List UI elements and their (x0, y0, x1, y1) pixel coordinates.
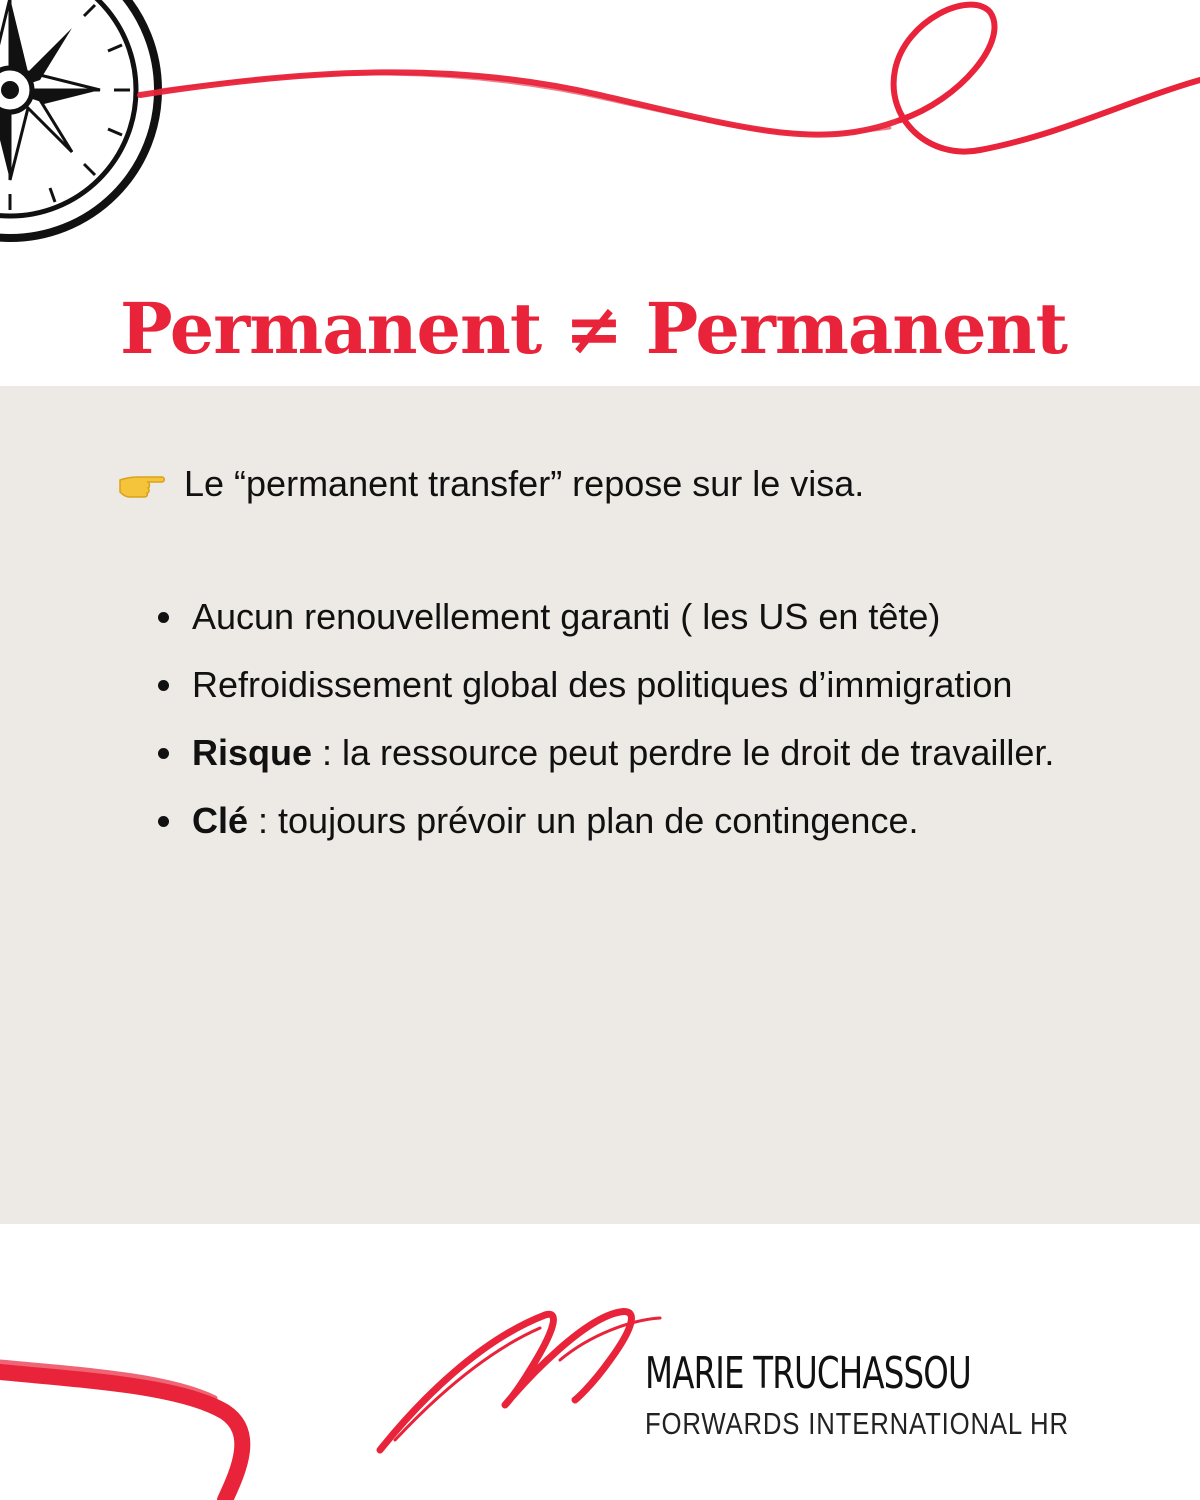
list-item: Risque : la ressource peut perdre le droit de travailler. (150, 720, 1080, 786)
author-name: MARIE TRUCHASSOU (645, 1348, 971, 1399)
list-item: Clé : toujours prévoir un plan de contingence. (150, 788, 1080, 854)
red-scribble-top (140, 5, 1200, 152)
page-title: Permanent ≠ Permanent (120, 287, 1067, 370)
lead-line (118, 458, 1118, 510)
company-name: FORWARDS INTERNATIONAL HR (645, 1406, 1069, 1441)
list-item: Refroidissement global des politiques d’immigration (150, 652, 1080, 718)
red-scribble-bottom (0, 1362, 242, 1500)
compass-icon (0, 0, 158, 238)
pointing-hand-icon (118, 468, 166, 500)
lead-text: Le “permanent transfer” repose sur le visa. (184, 463, 865, 504)
list-item: Aucun renouvellement garanti ( les US en tête) (150, 584, 1080, 650)
bullet-list (150, 584, 1080, 856)
signature-logo-icon (380, 1312, 660, 1450)
